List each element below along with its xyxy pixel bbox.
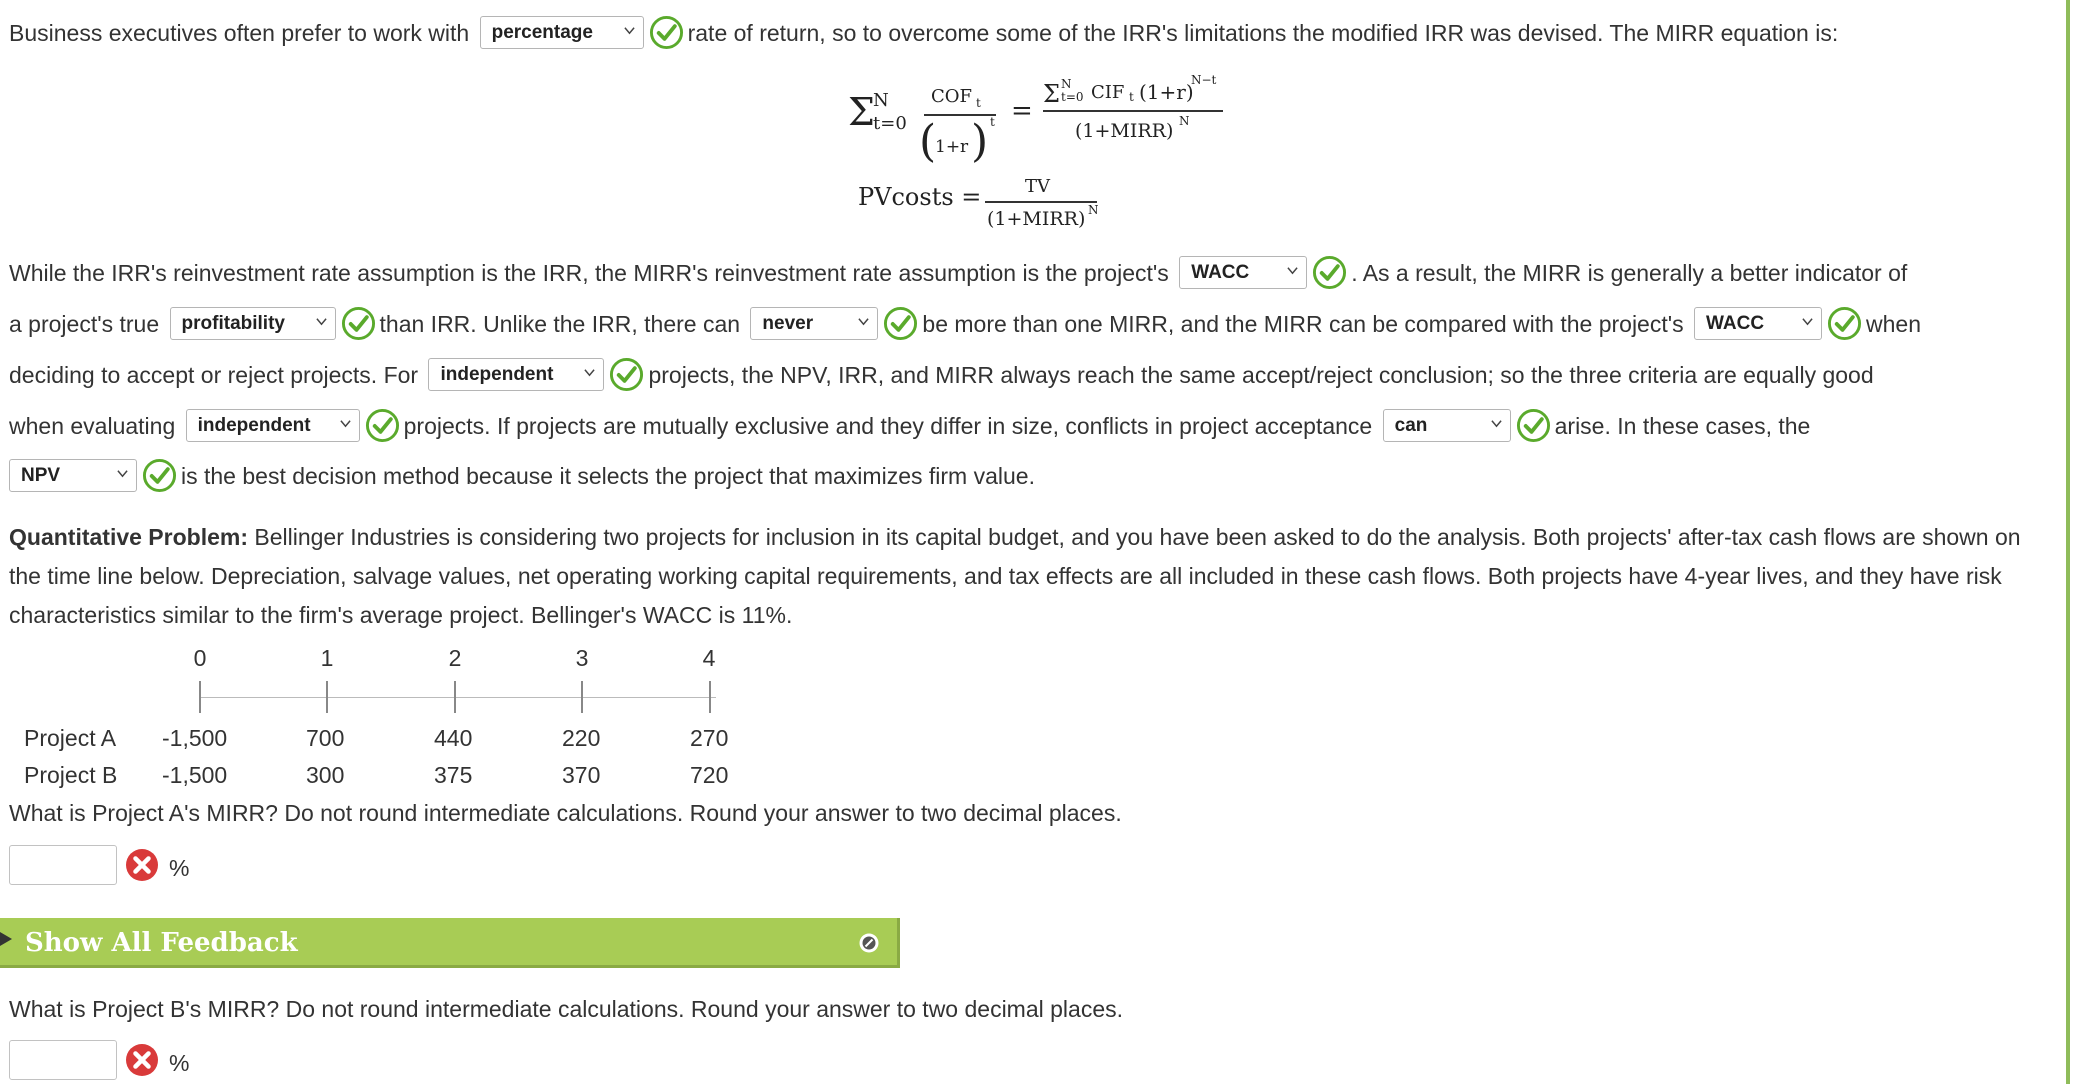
chevron-down-icon bbox=[624, 25, 635, 36]
timeline-tick bbox=[199, 681, 201, 713]
dropdown-best-method[interactable] bbox=[9, 459, 137, 492]
chevron-down-icon bbox=[117, 468, 128, 479]
paragraph-line-4 bbox=[9, 350, 1874, 401]
expand-arrow-icon bbox=[0, 932, 12, 946]
fraction-bar-right bbox=[1043, 110, 1223, 112]
text-line4-a: deciding to accept or reject projects. For bbox=[9, 362, 419, 388]
paragraph-line-1 bbox=[9, 8, 1838, 59]
check-icon bbox=[142, 458, 177, 493]
check-icon bbox=[1516, 408, 1551, 443]
exponent-t: t bbox=[990, 115, 995, 129]
paragraph-line-2 bbox=[9, 248, 1907, 299]
chevron-down-icon bbox=[340, 418, 351, 429]
quantitative-problem-text: Bellinger Industries is considering two projects for inclusion in its capital budget, and you have been asked to do the analysis. Both projects' after-tax cash flows are shown on the time line below. Depreciation, salvage values, net operating working capital requirements, and tax effects are all included in these cash flows. Both projects have 4-year lives, and they have risk characteristics similar to the firm's average project. Bellinger's WACC is 11%. bbox=[9, 524, 2021, 628]
dropdown-project-type-2-value: independent bbox=[197, 415, 311, 437]
dropdown-reinvestment-rate-value: WACC bbox=[1191, 262, 1250, 284]
dropdown-conflicts-value: can bbox=[1394, 415, 1428, 437]
sum-symbol: Σ bbox=[848, 90, 875, 134]
chevron-down-icon bbox=[1287, 265, 1298, 276]
show-all-feedback-bar[interactable] bbox=[0, 918, 900, 968]
dropdown-true-indicator-value: profitability bbox=[181, 313, 285, 335]
dropdown-rate-type-value: percentage bbox=[491, 22, 593, 44]
project-a-flow: 270 bbox=[690, 725, 729, 751]
tv: TV bbox=[1025, 176, 1051, 197]
question-b-text: What is Project B's MIRR? Do not round intermediate calculations. Round your answer to two decimal places. bbox=[9, 996, 1124, 1022]
text-line2-a: While the IRR's reinvestment rate assumption is the IRR, the MIRR's reinvestment rate assumption is the project's bbox=[9, 260, 1169, 286]
exponent-n: N bbox=[1179, 114, 1190, 128]
sum-upper: N bbox=[873, 90, 889, 111]
fraction-bar-pv bbox=[985, 201, 1097, 203]
period-label: 4 bbox=[702, 645, 716, 671]
percent-unit: % bbox=[169, 855, 190, 881]
paragraph-line-3 bbox=[9, 299, 1921, 350]
text-line1-b: rate of return, so to overcome some of the IRR's limitations the modified IRR was devised. The MIRR equation is: bbox=[687, 20, 1839, 46]
project-a-flow: 220 bbox=[562, 725, 601, 751]
check-icon bbox=[341, 306, 376, 341]
dropdown-multiple-mirr[interactable] bbox=[750, 307, 878, 340]
one-plus-r-cif: (1+r) bbox=[1139, 80, 1194, 104]
check-icon bbox=[883, 306, 918, 341]
pvcosts-label: PVcosts = bbox=[858, 183, 982, 211]
timeline-tick bbox=[454, 681, 456, 713]
project-b-mirr-input[interactable] bbox=[9, 1040, 117, 1080]
dropdown-conflicts[interactable] bbox=[1383, 409, 1511, 442]
period-label: 3 bbox=[575, 645, 589, 671]
error-x-icon bbox=[125, 1043, 159, 1077]
dropdown-project-type-2[interactable] bbox=[186, 409, 360, 442]
text-line5-b: projects. If projects are mutually exclusive and they differ in size, conflicts in project acceptance bbox=[403, 413, 1373, 439]
timeline-tick bbox=[326, 681, 328, 713]
project-a-mirr-input[interactable] bbox=[9, 845, 117, 885]
one-plus-mirr-pv: (1+MIRR) bbox=[987, 208, 1086, 230]
dropdown-reinvestment-rate[interactable] bbox=[1179, 256, 1307, 289]
text-line1-a: Business executives often prefer to work with bbox=[9, 20, 470, 46]
period-label: 0 bbox=[193, 645, 207, 671]
period-label: 2 bbox=[448, 645, 462, 671]
check-icon bbox=[609, 357, 644, 392]
dropdown-compare-with-value: WACC bbox=[1706, 313, 1765, 335]
question-a-text: What is Project A's MIRR? Do not round intermediate calculations. Round your answer to two decimal places. bbox=[9, 800, 1122, 826]
pencil-icon bbox=[859, 933, 879, 953]
chevron-down-icon bbox=[1491, 418, 1502, 429]
project-b-label: Project B bbox=[24, 762, 118, 788]
cif: CIF bbox=[1091, 82, 1125, 103]
error-x-icon bbox=[125, 848, 159, 882]
equals-sign: = bbox=[1011, 96, 1033, 126]
right-border-rule bbox=[2066, 0, 2070, 1084]
text-line3-c: be more than one MIRR, and the MIRR can be compared with the project's bbox=[922, 311, 1684, 337]
project-a-flow: -1,500 bbox=[162, 725, 228, 751]
text-line3-a: a project's true bbox=[9, 311, 160, 337]
cof-subscript: t bbox=[976, 96, 981, 110]
text-line2-b: . As a result, the MIRR is generally a better indicator of bbox=[1351, 260, 1908, 286]
one-plus-mirr: (1+MIRR) bbox=[1075, 120, 1174, 142]
check-icon bbox=[649, 15, 684, 50]
project-b-flow: 720 bbox=[690, 762, 729, 788]
paragraph-line-6 bbox=[9, 451, 1035, 502]
text-line4-b: projects, the NPV, IRR, and MIRR always reach the same accept/reject conclusion; so the three criteria are equally good bbox=[648, 362, 1874, 388]
project-a-flow: 440 bbox=[434, 725, 473, 751]
dropdown-true-indicator[interactable] bbox=[170, 307, 336, 340]
timeline-tick bbox=[709, 681, 711, 713]
cif-subscript: t bbox=[1129, 90, 1134, 104]
chevron-down-icon bbox=[858, 316, 869, 327]
project-b-flow: 370 bbox=[562, 762, 601, 788]
chevron-down-icon bbox=[316, 316, 327, 327]
project-a-flow: 700 bbox=[306, 725, 345, 751]
exponent-n-pv: N bbox=[1088, 203, 1099, 217]
project-b-flow: -1,500 bbox=[162, 762, 228, 788]
exponent-n-minus-t: N−t bbox=[1191, 73, 1217, 87]
dropdown-multiple-mirr-value: never bbox=[762, 313, 814, 335]
cof: COF bbox=[931, 86, 973, 107]
paragraph-line-5 bbox=[9, 401, 1810, 452]
timeline-tick bbox=[581, 681, 583, 713]
text-line5-a: when evaluating bbox=[9, 413, 176, 439]
show-all-feedback-label: Show All Feedback bbox=[25, 928, 298, 958]
check-icon bbox=[1312, 255, 1347, 290]
text-line3-d: when bbox=[1866, 311, 1922, 337]
period-label: 1 bbox=[320, 645, 334, 671]
chevron-down-icon bbox=[584, 367, 595, 378]
text-line5-c: arise. In these cases, the bbox=[1554, 413, 1811, 439]
percent-unit: % bbox=[169, 1050, 190, 1076]
one-plus-r: 1+r bbox=[935, 137, 969, 157]
timeline-axis bbox=[200, 697, 716, 698]
dropdown-compare-with[interactable] bbox=[1694, 307, 1822, 340]
mirr-equation bbox=[9, 60, 2049, 250]
quantitative-problem bbox=[9, 518, 2049, 635]
chevron-down-icon bbox=[1802, 316, 1813, 327]
dropdown-rate-type[interactable] bbox=[480, 16, 644, 49]
sum-lower-right: t=0 bbox=[1061, 90, 1084, 104]
text-line3-b: than IRR. Unlike the IRR, there can bbox=[379, 311, 741, 337]
check-icon bbox=[1827, 306, 1862, 341]
paren-close: ) bbox=[971, 116, 989, 167]
sum-symbol-right: Σ bbox=[1043, 80, 1060, 108]
dropdown-best-method-value: NPV bbox=[21, 465, 61, 487]
sum-upper-right: N bbox=[1061, 77, 1072, 91]
dropdown-project-type-1[interactable] bbox=[428, 358, 604, 391]
project-a-label: Project A bbox=[24, 725, 117, 751]
dropdown-project-type-1-value: independent bbox=[440, 364, 554, 386]
quantitative-problem-label: Quantitative Problem: bbox=[9, 524, 248, 550]
text-line6-a: is the best decision method because it selects the project that maximizes firm value. bbox=[181, 463, 1035, 489]
sum-lower: t=0 bbox=[873, 113, 907, 134]
paren-open: ( bbox=[919, 116, 937, 167]
check-icon bbox=[365, 408, 400, 443]
project-b-flow: 375 bbox=[434, 762, 473, 788]
project-b-flow: 300 bbox=[306, 762, 345, 788]
